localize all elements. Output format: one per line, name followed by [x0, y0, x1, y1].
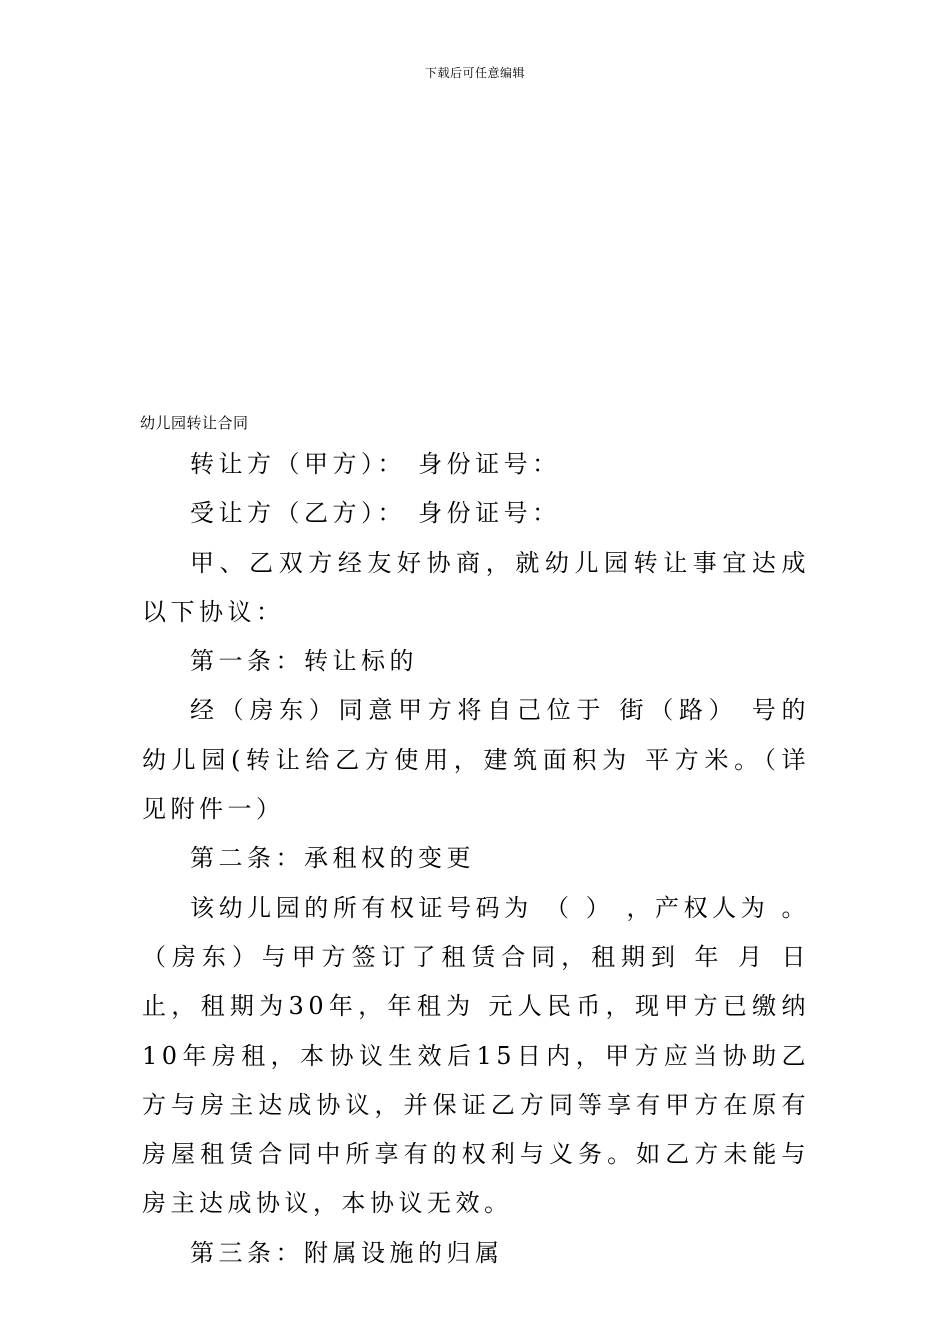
article-2-heading: 第二条：承租权的变更 [190, 844, 475, 873]
party-a-line: 转让方（甲方）： 身份证号： [190, 450, 561, 478]
party-b-line: 受让方（乙方）： 身份证号： [190, 499, 561, 528]
page-header: 下载后可任意编辑 [424, 66, 525, 80]
article-3-heading: 第三条：附属设施的归属 [190, 1238, 504, 1267]
document-title: 幼儿园转让合同 [140, 414, 249, 432]
article-1-heading: 第一条：转让标的 [190, 647, 418, 676]
article-2-text: 该幼儿园的所有权证号码为 （ ） ，产权人为 。（房东）与甲方签订了租赁合同，租期到 年 月 日止，租期为30年，年租为 元人民币，现甲方已缴纳10年房租，本协议生效后15日内，甲方应当协助乙方与房主达成协议，并保证乙方同等享有甲方在原有房屋租赁合同中所享有的权利与义务。如乙方未能与房主达成协议，本协议无效。 [142, 893, 810, 1218]
article-1-text: 经（房东）同意甲方将自己位于 街（路） 号的幼儿园(转让给乙方使用，建筑面积为 平方米。（详见附件一） [142, 696, 810, 824]
agreement-intro: 甲、乙双方经友好协商，就幼儿园转让事宜达成以下协议： [142, 548, 810, 626]
document-body [142, 440, 810, 1278]
